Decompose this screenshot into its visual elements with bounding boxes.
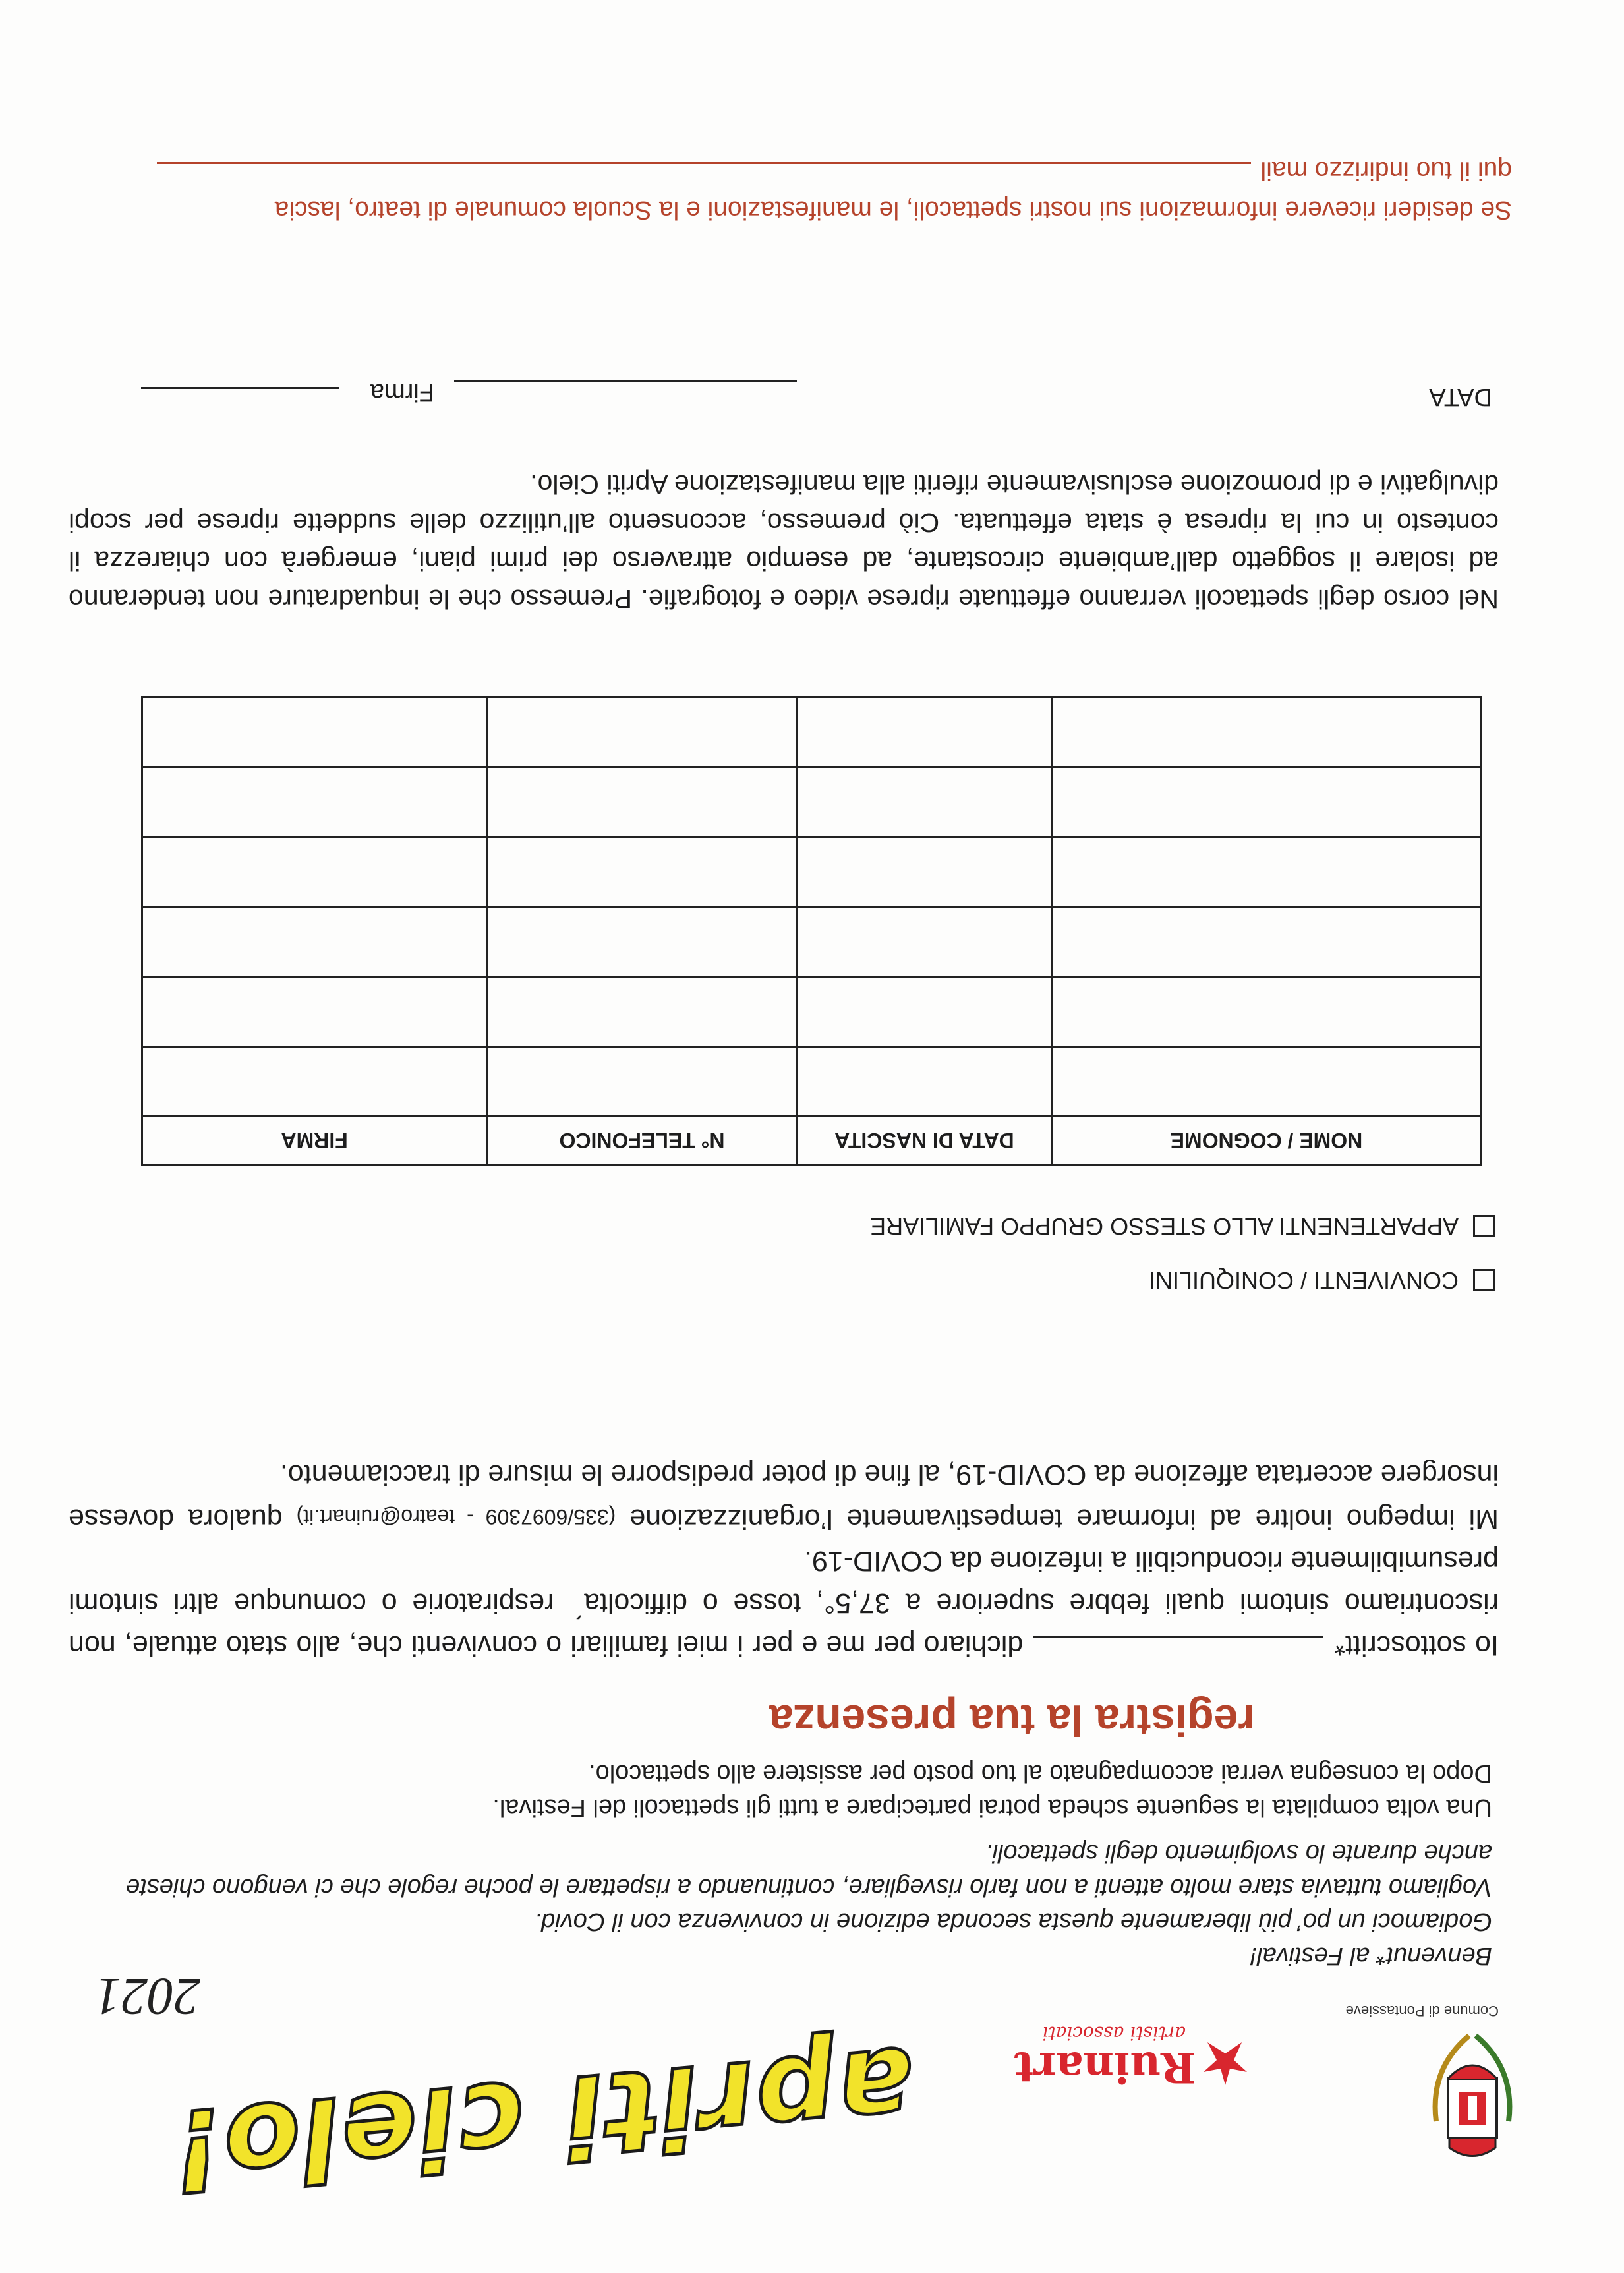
table-cell[interactable]	[487, 907, 798, 977]
festival-title: apriti cielo!	[165, 2021, 919, 2216]
header-data-nascita: DATA DI NASCITA	[797, 1117, 1051, 1165]
table-cell[interactable]	[1051, 837, 1481, 907]
intro-line-3: Una volta compilata la seguente scheda potrai partecipare a tutti gli spettacoli del Festival.	[492, 1794, 1492, 1821]
table-cell[interactable]	[1051, 1047, 1481, 1117]
email-field[interactable]	[158, 162, 1252, 164]
festival-year: 2021	[95, 1967, 200, 2025]
intro-instructions	[69, 1756, 1492, 1825]
signature-label: Firma	[370, 378, 434, 406]
table-cell[interactable]	[797, 1047, 1051, 1117]
commitment-text: Mi impegno inoltre ad informare tempestivamente l’organizzazione	[629, 1503, 1499, 1535]
welcome-line: Benvenut* al Festival!	[1250, 1942, 1492, 1970]
table-cell[interactable]	[797, 767, 1051, 837]
checkbox-icon[interactable]	[1473, 1269, 1495, 1291]
table-cell[interactable]	[487, 977, 798, 1047]
table-cell[interactable]	[487, 767, 798, 837]
date-label: DATA	[1429, 383, 1492, 411]
table-cell[interactable]	[797, 977, 1051, 1047]
ruinart-logo	[972, 2019, 1248, 2092]
comune-crest-logo	[1423, 2022, 1522, 2168]
table-row	[142, 767, 1482, 837]
comune-label: Comune di Pontassieve	[1345, 2003, 1499, 2019]
newsletter-line-2: qui il tuo indirizzo mail	[1260, 156, 1512, 185]
date-field[interactable]	[454, 380, 797, 382]
table-row	[142, 1047, 1482, 1117]
star-icon	[1202, 2039, 1248, 2085]
checkbox-gruppo-familiare[interactable]	[870, 1212, 1495, 1240]
declaration-intro: Io sottoscritt*	[1334, 1630, 1499, 1661]
checkbox-label: APPARTENENTI ALLO STESSO GRUPPO FAMILIARE	[870, 1213, 1459, 1240]
table-cell[interactable]	[1051, 767, 1481, 837]
table-cell[interactable]	[142, 767, 487, 837]
table-cell[interactable]	[142, 837, 487, 907]
name-blank-field[interactable]	[1033, 1636, 1323, 1665]
table-cell[interactable]	[1051, 977, 1481, 1047]
checkbox-label: CONVIVENTI / CONIQUILINI	[1148, 1267, 1459, 1294]
table-row	[142, 907, 1482, 977]
header-nome-cognome: NOME / COGNOME	[1051, 1117, 1481, 1165]
header-telefono: N° TELEFONICO	[487, 1117, 798, 1165]
table-cell[interactable]	[797, 697, 1051, 767]
table-cell[interactable]	[142, 697, 487, 767]
commitment-text-2: qualora dovesse insorgere accertata affezione da COVID-19, al fine di poter predisporre le misure di tracciamento.	[68, 1459, 1499, 1535]
checkbox-icon[interactable]	[1473, 1215, 1495, 1237]
table-row	[142, 977, 1482, 1047]
table-cell[interactable]	[142, 1047, 487, 1117]
checkbox-conviventi[interactable]	[1149, 1266, 1495, 1294]
table-cell[interactable]	[142, 977, 487, 1047]
declaration-text	[69, 1454, 1499, 1667]
newsletter-line-1: Se desideri ricevere informazioni sui nostri spettacoli, le manifestazioni e la Scuola comunale di teatro, lascia	[274, 196, 1512, 224]
header-firma: FIRMA	[142, 1117, 487, 1165]
table-cell[interactable]	[487, 837, 798, 907]
registration-table	[141, 696, 1482, 1166]
photo-consent-text	[69, 465, 1499, 618]
register-heading: registra la tua presenza	[768, 1696, 1255, 1745]
intro-line-4: Dopo la consegna verrai accompagnato al tuo posto per assistere allo spettacolo.	[589, 1759, 1492, 1787]
intro-text	[69, 1836, 1492, 1973]
table-cell[interactable]	[487, 1047, 798, 1117]
table-cell[interactable]	[797, 907, 1051, 977]
ruinart-name: Ruinart	[1014, 2042, 1196, 2092]
ruinart-tagline: artisti associati	[1042, 2022, 1186, 2044]
table-row	[142, 837, 1482, 907]
intro-line-1: Godiamoci un po’ più liberamente questa seconda edizione in convivenza con il Covid.	[534, 1908, 1492, 1935]
intro-line-2: Vogliamo tuttavia stare molto attenti a non farlo risvegliare, continuando a rispettare le poche regole che ci vengono chieste anche durante lo svolgimento degli spettacoli.	[126, 1839, 1492, 1901]
table-cell[interactable]	[797, 837, 1051, 907]
table-cell[interactable]	[1051, 697, 1481, 767]
organization-contact: (335/6097309 - teatro@ruinart.it)	[296, 1505, 616, 1529]
consent-paragraph: Nel corso degli spettacoli verranno effettuate riprese video e fotografie. Premesso che le inquadrature non tenderanno ad isolare il soggetto dall’ambiente circostante, ad esempio attraverso dei primi piani, emergerà con chiarezza il contesto in cui la ripresa è stata effettuata. Ciò premesso, acconsento all’utilizzo delle suddette riprese per scopi divulgativi e di promozione esclusivamente riferiti alla manifestazione Apriti Cielo.	[69, 469, 1499, 614]
declaration-body: dichiaro per me e per i miei familiari o conviventi che, allo stato attuale, non riscontriamo sintomi quali febbre superiore a 37,5°, tosse o difficolta ́ respiratorie o comunque altri sintomi presumibilmente riconducibili a infezione da COVID-19.	[69, 1545, 1499, 1661]
table-cell[interactable]	[142, 907, 487, 977]
newsletter-text	[88, 150, 1512, 229]
table-cell[interactable]	[1051, 907, 1481, 977]
signature-field[interactable]	[141, 387, 339, 389]
table-header-row	[142, 1117, 1482, 1165]
table-cell[interactable]	[487, 697, 798, 767]
table-row	[142, 697, 1482, 767]
